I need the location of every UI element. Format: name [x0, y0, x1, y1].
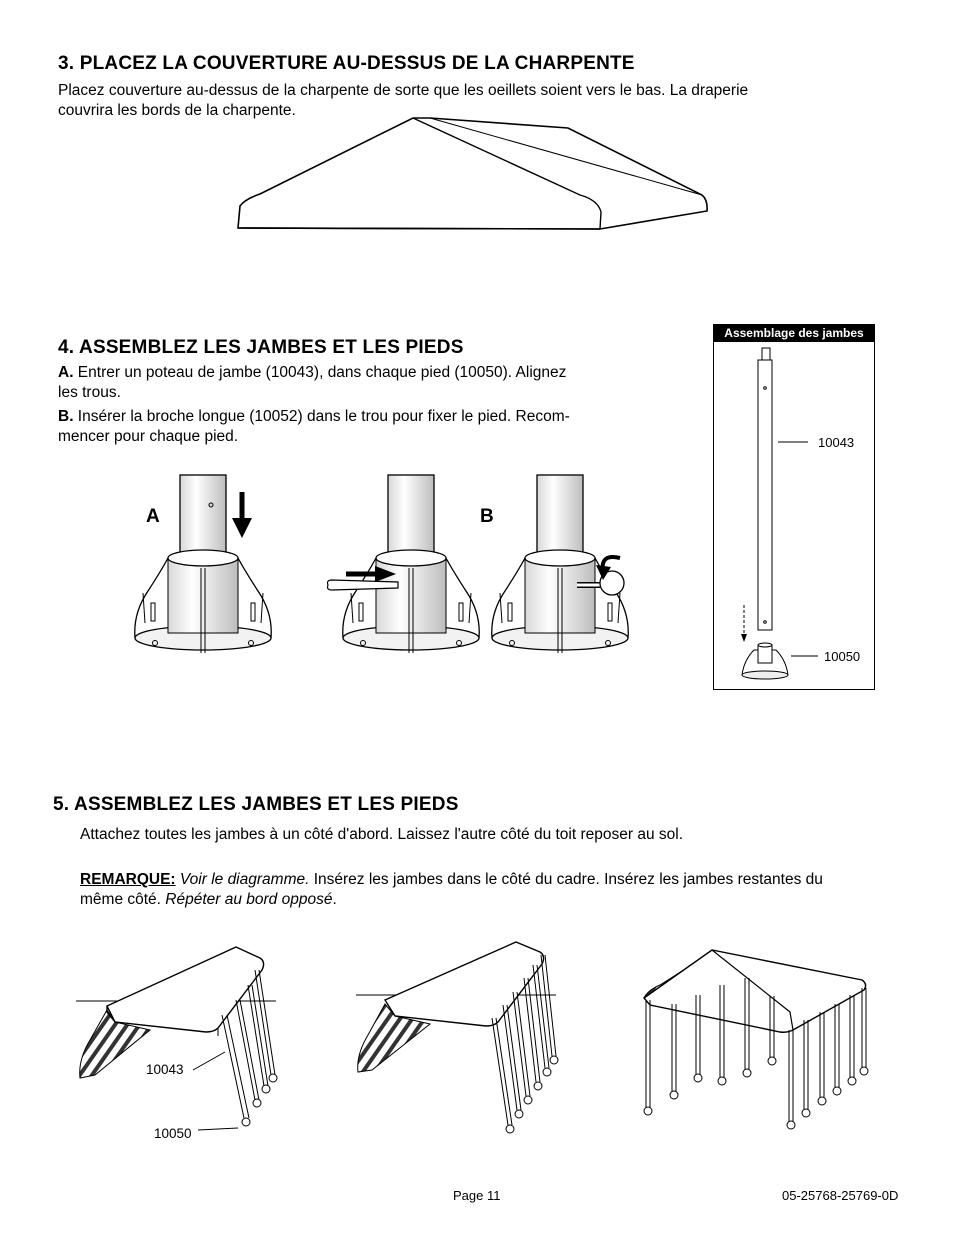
figure-a-label: A: [146, 506, 160, 527]
step4-b-text: Insérer la broche longue (10052) dans le trou pour fixer le pied. Recom-: [73, 408, 570, 425]
step4-b-label: B.: [58, 408, 74, 425]
step3-heading: 3. PLACEZ LA COUVERTURE AU-DESSUS DE LA CHARPENTE: [58, 53, 635, 74]
step5-part-leg: 10043: [146, 1062, 184, 1077]
remark-italic2: Répéter au bord opposé: [165, 891, 333, 908]
step4-a-line2: les trous.: [58, 384, 121, 401]
remark-italic1: Voir le diagramme.: [175, 871, 310, 888]
remark-end: .: [332, 891, 337, 908]
step4-heading: 4. ASSEMBLEZ LES JAMBES ET LES PIEDS: [58, 337, 464, 358]
inset-part-foot: 10050: [824, 649, 861, 664]
step5-heading: 5. ASSEMBLEZ LES JAMBES ET LES PIEDS: [53, 794, 459, 815]
step3-text-line1: Placez couverture au-dessus de la charpente de sorte que les oeillets soient vers le bas. La draperie: [58, 82, 749, 99]
inset-part-leg: 10043: [818, 435, 855, 450]
step4-a-label: A.: [58, 364, 74, 381]
step3-text-line2: couvrira les bords de la charpente.: [58, 102, 296, 119]
remark-text1: Insérez les jambes dans le côté du cadre. Insérez les jambes restantes du: [309, 871, 823, 888]
inset-title: Assemblage des jambes: [714, 325, 874, 342]
figure-b-label: B: [480, 506, 494, 527]
step4-b-line2: mencer pour chaque pied.: [58, 428, 239, 445]
step5-text: Attachez toutes les jambes à un côté d'abord. Laissez l'autre côté du toit reposer au sol.: [80, 826, 684, 843]
remark-label: REMARQUE:: [80, 871, 176, 888]
step4-a-text: Entrer un poteau de jambe (10043), dans chaque pied (10050). Alignez: [73, 364, 567, 381]
page-number: Page 11: [453, 1188, 501, 1203]
remark-text2: même côté.: [80, 891, 166, 908]
document-code: 05-25768-25769-0D: [782, 1188, 899, 1203]
step5-part-foot: 10050: [154, 1126, 192, 1141]
